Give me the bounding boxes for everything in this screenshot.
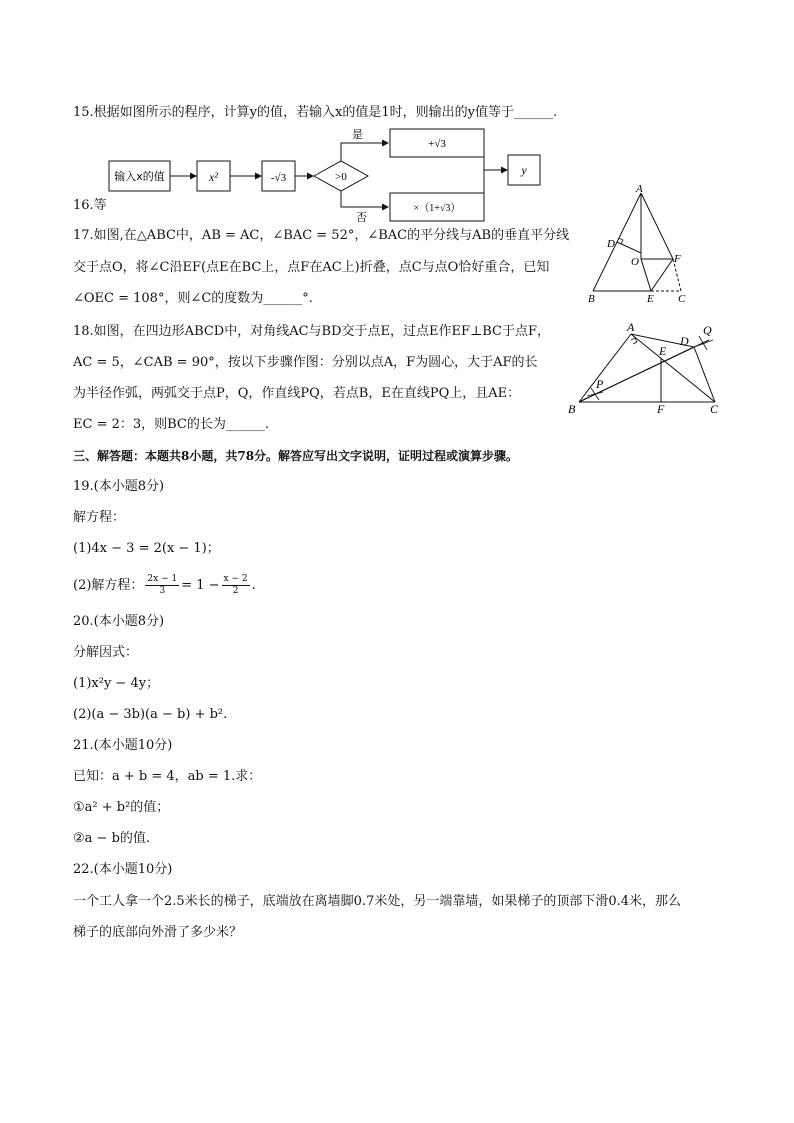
q19-frac1-den: 3 (159, 586, 166, 596)
q19-head: 19.(本小题8分) (73, 479, 165, 494)
q19-frac1 (145, 574, 179, 597)
fig17-E: E (647, 293, 654, 305)
q22-line1: 一个工人拿一个2.5米长的梯子，底端放在离墙脚0.7米处，另一端靠墙，如果梯子的顶部下滑0.4米，那么 (73, 894, 682, 909)
q18-figure (563, 318, 728, 418)
q21-intro: 已知：a + b = 4，ab = 1.求： (73, 769, 262, 784)
fig17-O: O (631, 256, 639, 268)
q17-line1: 17.如图,在△ABC中，AB = AC，∠BAC = 52°，∠BAC的平分线与AB的垂直平分线 (73, 228, 570, 243)
q15-text: 15.根据如图所示的程序，计算y的值，若输入x的值是1时，则输出的y值等于______. (73, 105, 558, 120)
fig18-C: C (710, 402, 719, 416)
q20-head: 20.(本小题8分) (73, 614, 165, 629)
q17-figure (583, 183, 698, 305)
q19-intro: 解方程： (73, 510, 126, 525)
flow-square-label: x² (209, 170, 218, 184)
q19-p2-mid: = 1 − (181, 578, 220, 593)
section3-heading: 三、解答题：本题共8小题，共78分。解答应写出文字说明，证明过程或演算步骤。 (73, 449, 519, 463)
q22-line2: 梯子的底部向外滑了多少米？ (73, 925, 243, 940)
fig18-B: B (568, 402, 576, 416)
fig18-P: P (596, 377, 604, 391)
q21-num1: ① (73, 800, 85, 815)
q18-line4: EC = 2：3，则BC的长为______. (73, 417, 270, 432)
q21-head: 21.(本小题10分) (73, 738, 173, 753)
q15-flowchart (100, 122, 550, 224)
q20-p1: (1)x²y − 4y； (73, 676, 160, 691)
q19-p1: (1)4x − 3 = 2(x − 1)； (73, 541, 220, 556)
fig18-A: A (627, 320, 635, 334)
flow-yes-label: 是 (352, 128, 363, 141)
fig18-Q: Q (703, 323, 712, 337)
fig17-C: C (678, 293, 686, 305)
q21-p2 (73, 829, 150, 849)
q19-frac1-num: 2x − 1 (147, 574, 178, 584)
q18-line2: AC = 5，∠CAB = 90°，按以下步骤作图：分别以点A，F为圆心，大于AF的长 (73, 355, 538, 370)
flow-plus-sqrt3-label: +√3 (428, 138, 446, 150)
fig18-F: F (657, 402, 665, 416)
q20-p2: (2)(a − 3b)(a − b) + b². (73, 707, 228, 722)
flow-minus-sqrt3-label: -√3 (270, 172, 287, 184)
q20-intro: 分解因式： (73, 645, 139, 660)
fig17-B: B (588, 293, 595, 305)
flow-condition-label: >0 (335, 171, 347, 183)
q18-line3: 为半径作弧，两弧交于点P，Q，作直线PQ，若点B，E在直线PQ上，且AE： (73, 386, 521, 401)
q22-head: 22.(本小题10分) (73, 862, 173, 877)
q18-line1: 18.如图，在四边形ABCD中，对角线AC与BD交于点E，过点E作EF⊥BC于点F， (73, 324, 551, 339)
q19-p2-end: . (251, 578, 256, 593)
q19-frac2 (222, 574, 250, 597)
q16-text: 16.等 (73, 198, 107, 213)
fig17-F: F (674, 253, 681, 265)
q19-frac2-den: 2 (232, 586, 239, 596)
fig17-D: D (607, 238, 615, 250)
q21-p1-text: a² + b²的值； (84, 800, 170, 815)
q19-p2-label: (2)解方程： (73, 578, 144, 593)
flow-times-label: ×（1+√3） (413, 203, 461, 214)
q17-line3: ∠OEC = 108°，则∠C的度数为______°. (73, 291, 313, 306)
flow-no-label: 否 (356, 211, 367, 224)
fig17-A: A (636, 183, 643, 195)
q21-p2-text: a − b的值. (84, 831, 151, 846)
q21-num2: ② (73, 831, 85, 846)
q19-p2 (73, 574, 256, 597)
q17-line2: 交于点O，将∠C沿EF(点E在BC上，点F在AC上)折叠，点C与点O恰好重合，已知 (73, 260, 550, 275)
fig18-E: E (659, 344, 667, 358)
flow-output-label: y (521, 163, 527, 177)
q19-frac2-num: x − 2 (223, 574, 248, 584)
fig18-D: D (680, 334, 689, 348)
q21-p1 (73, 798, 169, 818)
flow-input-label: 输入x的值 (114, 170, 165, 183)
